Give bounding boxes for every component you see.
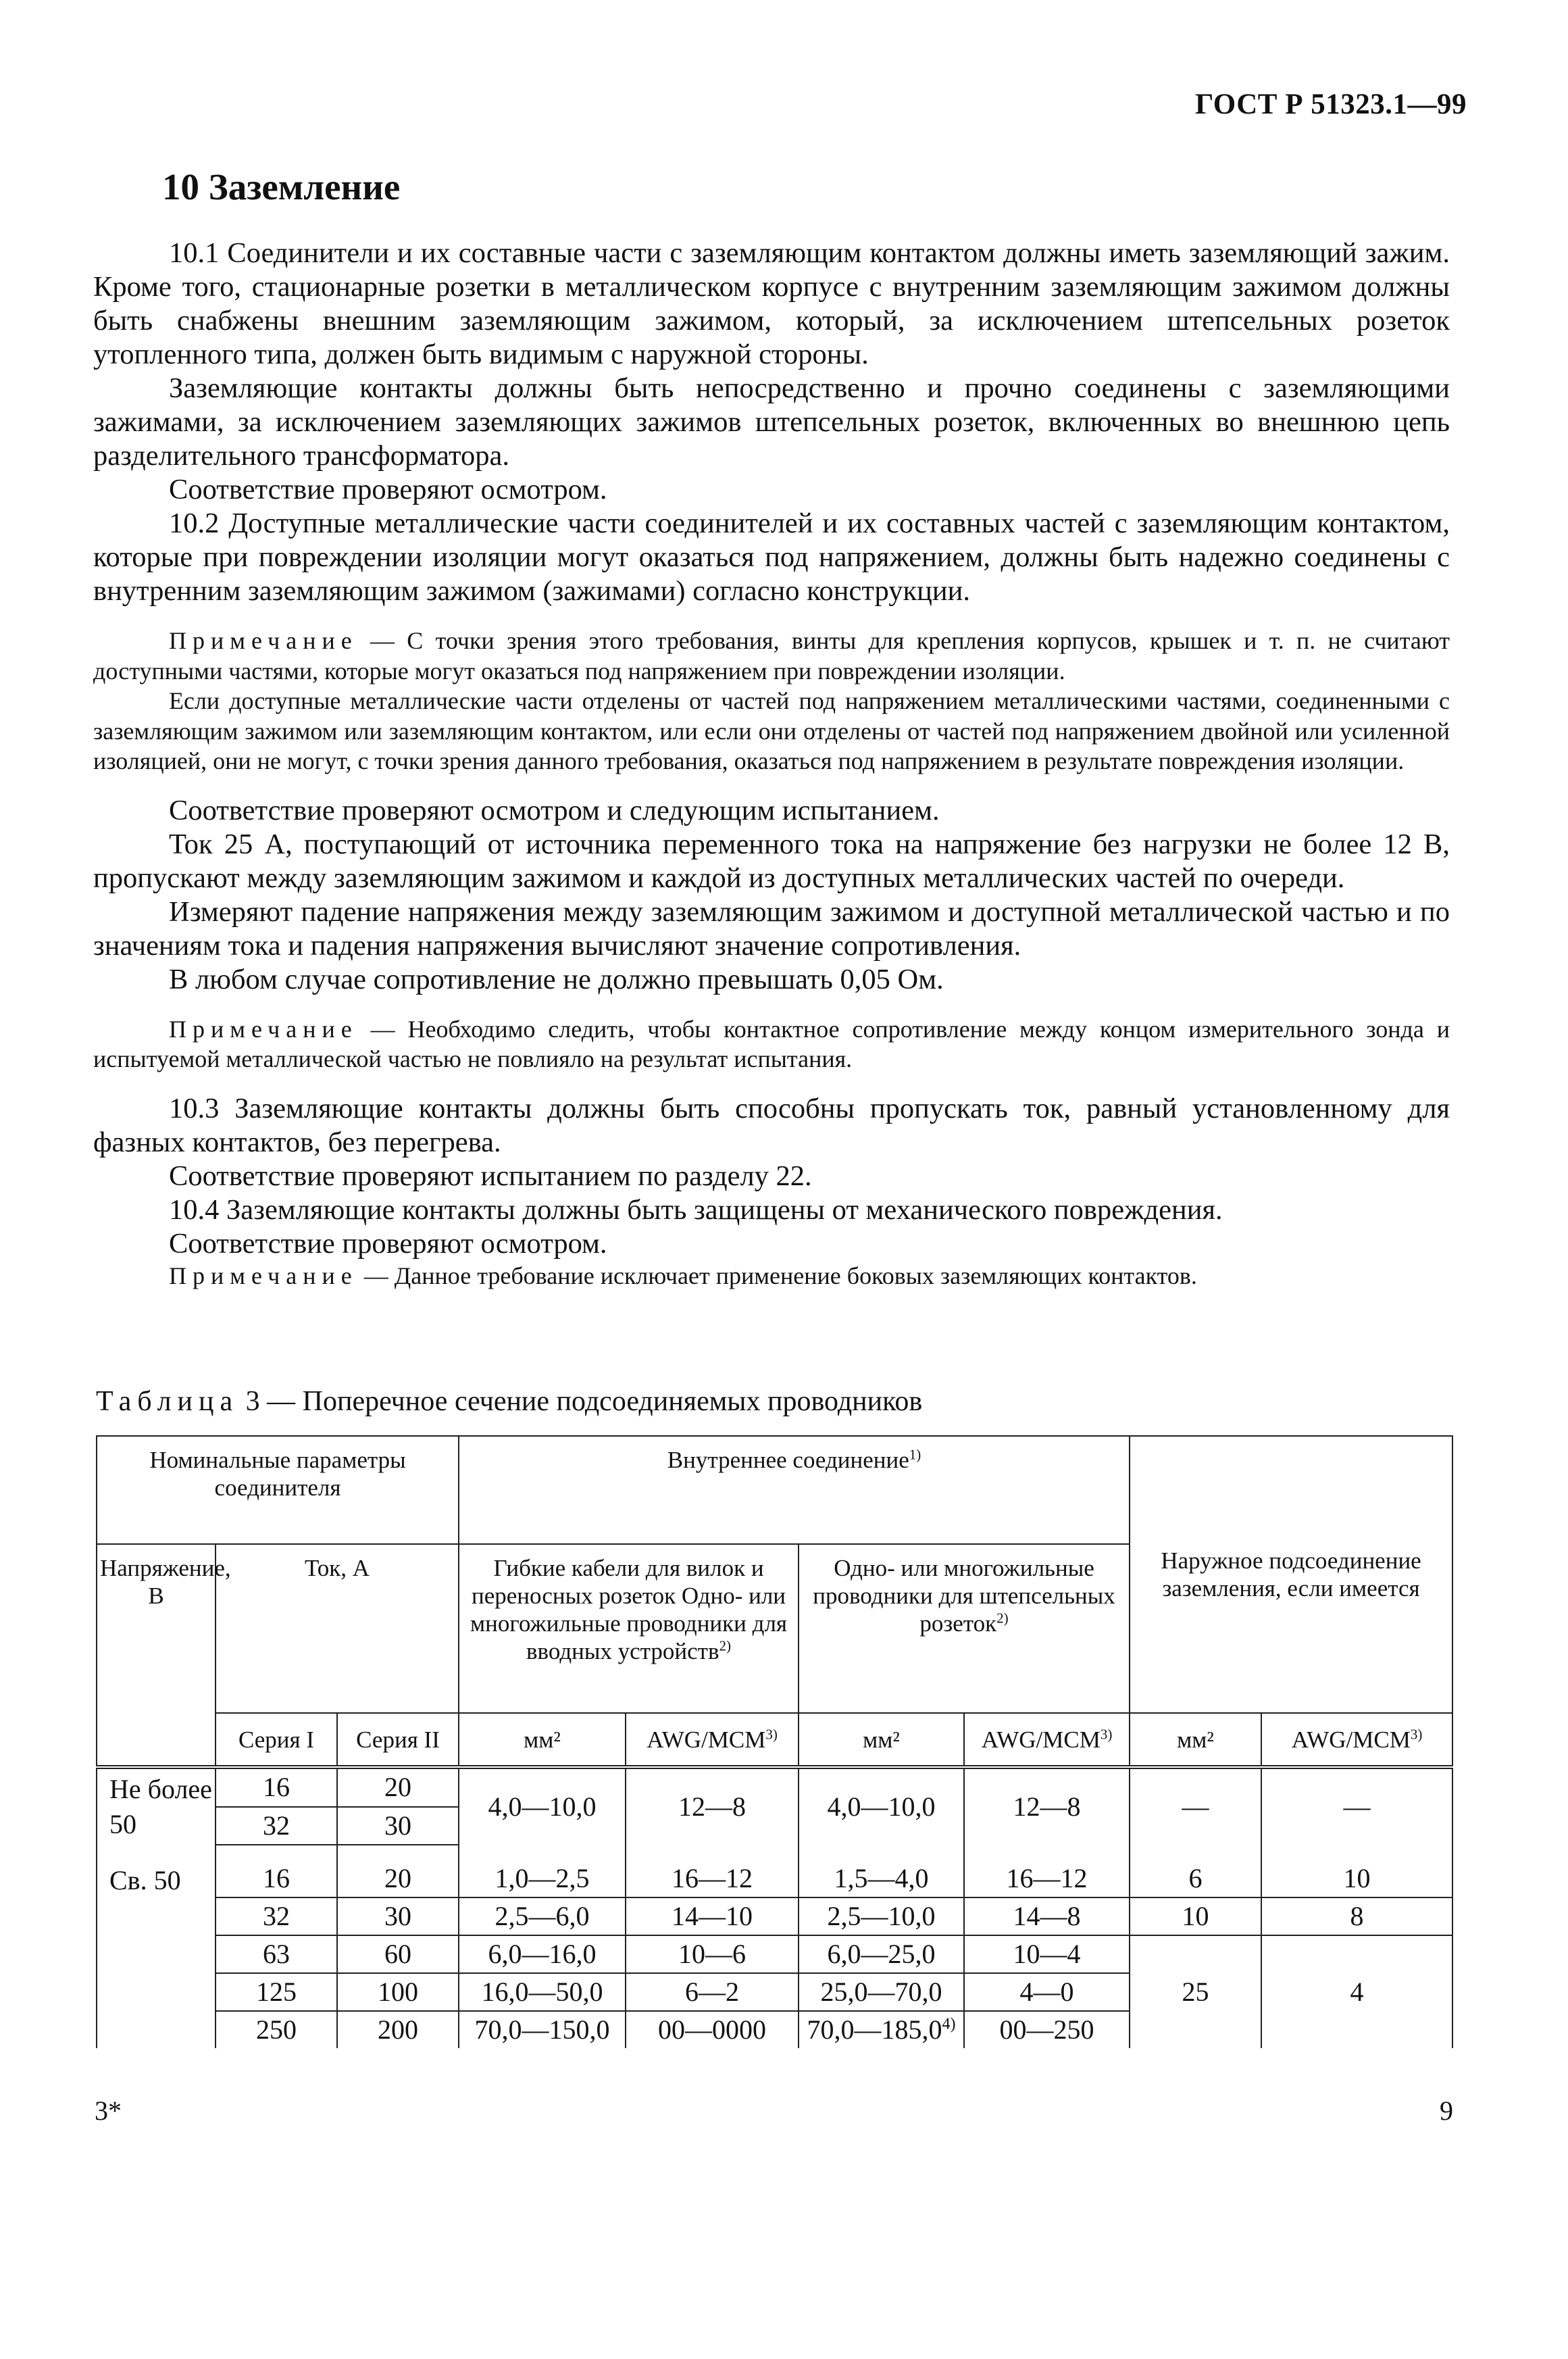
cell-solid-mm2: 6,0—25,0 bbox=[799, 1935, 964, 1973]
cell-solid-awg: 4—0 bbox=[964, 1973, 1130, 2011]
cell-series-1: 125 bbox=[216, 1973, 337, 2011]
cell-solid-awg: 14—8 bbox=[964, 1897, 1130, 1935]
cell-solid-awg: 00—250 bbox=[964, 2011, 1130, 2048]
paragraph: Соответствие проверяют осмотром. bbox=[169, 474, 607, 505]
cell-flex-mm2: 4,0—10,0 bbox=[459, 1767, 626, 1845]
cell-flex-awg: 16—12 bbox=[626, 1860, 799, 1897]
cell-series-2: 20 bbox=[337, 1860, 459, 1897]
cell-flex-awg: 14—10 bbox=[626, 1897, 799, 1935]
conductor-table bbox=[96, 1435, 1453, 2048]
footer-sheet-mark: 3* bbox=[95, 2095, 122, 2126]
table-row bbox=[97, 1767, 1452, 1807]
cell-series-2: 20 bbox=[337, 1767, 459, 1807]
footnote-ref: 2) bbox=[996, 1610, 1009, 1627]
cell-flex-mm2: 70,0—150,0 bbox=[459, 2011, 626, 2048]
cell-ext-mm2: — bbox=[1130, 1767, 1261, 1845]
note-label: Примечание bbox=[169, 1262, 358, 1289]
paragraph: Ток 25 А, поступающий от источника переменного тока на напряжение без нагрузки не более 12 В, пропускают между заземляющим зажимом и каждой из доступных металлических частей по очереди. bbox=[93, 828, 1450, 894]
cell-series-1: 32 bbox=[216, 1807, 337, 1845]
cell-voltage: Не более 50 bbox=[97, 1767, 216, 1845]
cell-flex-mm2: 16,0—50,0 bbox=[459, 1973, 626, 2011]
cell-flex-awg: 10—6 bbox=[626, 1935, 799, 1973]
paragraph: Соответствие проверяют осмотром и следующим испытанием. bbox=[169, 794, 940, 826]
cell-series-2: 30 bbox=[337, 1897, 459, 1935]
cell-voltage: Св. 50 bbox=[97, 1860, 216, 2048]
cell-ext-awg: 8 bbox=[1261, 1897, 1452, 1935]
table-row bbox=[97, 1860, 1452, 1897]
paragraph-10-2: 10.2 Доступные металлические части соединителей и их составных частей с заземляющим контактом, которые при повреждении изоляции могут оказаться под напряжением, должны быть надежно соединены с внутренним заземляющим зажимом (зажимами) согласно конструкции. bbox=[93, 507, 1450, 607]
header-external: Наружное подсоединение заземления, если имеется bbox=[1130, 1436, 1452, 1713]
cell-solid-mm2: 2,5—10,0 bbox=[799, 1897, 964, 1935]
cell-series-2: 60 bbox=[337, 1935, 459, 1973]
footnote-ref: 2) bbox=[719, 1637, 731, 1654]
cell-series-2: 30 bbox=[337, 1807, 459, 1845]
table-caption-text: 3 — Поперечное сечение подсоединяемых проводников bbox=[238, 1386, 923, 1417]
cell-solid-mm2-text: 70,0—185,0 bbox=[807, 2014, 942, 2045]
cell-series-1: 16 bbox=[216, 1767, 337, 1807]
header-solid bbox=[799, 1544, 1130, 1713]
table-row bbox=[97, 1897, 1452, 1935]
paragraph: Соответствие проверяют осмотром. bbox=[169, 1227, 607, 1260]
table-spacer bbox=[97, 1845, 1452, 1860]
header-solid-mm2: мм² bbox=[799, 1713, 964, 1767]
cell-flex-awg: 00—0000 bbox=[626, 2011, 799, 2048]
cell-solid-mm2: 4,0—10,0 bbox=[799, 1767, 964, 1845]
header-awg-text: AWG/MCM bbox=[647, 1726, 766, 1753]
table-caption-label: Таблица bbox=[96, 1386, 239, 1417]
paragraph-10-3: 10.3 Заземляющие контакты должны быть способны пропускать ток, равный установленному для фазных контактов, без перегрева. bbox=[93, 1092, 1450, 1158]
footnote-ref: 3) bbox=[765, 1725, 778, 1742]
paragraph: Заземляющие контакты должны быть непосредственно и прочно соединены с заземляющими зажимами, за исключением заземляющих зажимов штепсельных розеток, включенных во внешнюю цепь разделительного трансформатора. bbox=[93, 372, 1450, 472]
paragraph: Измеряют падение напряжения между заземляющим зажимом и доступной металлической частью и по значениям тока и падения напряжения вычисляют значение сопротивления. bbox=[93, 895, 1450, 962]
footnote-ref: 3) bbox=[1410, 1725, 1423, 1742]
cell-flex-awg: 6—2 bbox=[626, 1973, 799, 2011]
cell-ext-awg: 4 bbox=[1261, 1935, 1452, 2048]
header-flex-awg bbox=[626, 1713, 799, 1767]
header-flexible bbox=[459, 1544, 799, 1713]
note-continuation: Если доступные металлические части отделены от частей под напряжением металлическими частями, соединенными с заземляющим зажимом или заземляющим контактом, или если они отделены от частей под напряжением двойной или усиленной изоляцией, они не могут, с точки зрения данного требования, оказаться под напряжением в результате повреждения изоляции. bbox=[93, 687, 1450, 774]
note bbox=[93, 1014, 1450, 1074]
table-row bbox=[97, 1935, 1452, 1973]
header-flex-mm2: мм² bbox=[459, 1713, 626, 1767]
cell-solid-mm2 bbox=[799, 2011, 964, 2048]
note bbox=[93, 1261, 1450, 1291]
note-text: — С точки зрения этого требования, винты для крепления корпусов, крышек и т. п. не считают доступными частями, которые могут оказаться под напряжением при повреждении изоляции. bbox=[93, 627, 1450, 685]
header-internal bbox=[459, 1436, 1130, 1544]
paragraph: В любом случае сопротивление не должно превышать 0,05 Ом. bbox=[169, 963, 944, 995]
cell-ext-mm2: 6 bbox=[1130, 1860, 1261, 1897]
header-flexible-text: Гибкие кабели для вилок и переносных розеток Одно- или многожильные проводники для вводных устройств bbox=[470, 1555, 788, 1664]
section-title: 10 Заземление bbox=[162, 166, 401, 207]
cell-series-2: 200 bbox=[337, 2011, 459, 2048]
note-text: — Данное требование исключает применение боковых заземляющих контактов. bbox=[357, 1262, 1197, 1289]
header-solid-text: Одно- или многожильные проводники для штепсельных розеток bbox=[813, 1555, 1115, 1637]
header-voltage: Напряжение, В bbox=[97, 1544, 216, 1767]
paragraph: Соответствие проверяют испытанием по разделу 22. bbox=[169, 1160, 812, 1192]
header-awg-text: AWG/MCM bbox=[1291, 1726, 1411, 1753]
cell-ext-mm2: 25 bbox=[1130, 1935, 1261, 2048]
cell-flex-awg: 12—8 bbox=[626, 1767, 799, 1845]
paragraph-10-1: 10.1 Соединители и их составные части с заземляющим контактом должны иметь заземляющий зажим. Кроме того, стационарные розетки в металлическом корпусе с внутренним заземляющим зажимом должны быть снабжены внешним заземляющим зажимом, который, за исключением штепсельных розеток утопленного типа, должен быть видимым с наружной стороны. bbox=[93, 237, 1450, 370]
cell-series-1: 250 bbox=[216, 2011, 337, 2048]
footnote-ref: 1) bbox=[909, 1446, 921, 1463]
table-caption bbox=[96, 1385, 922, 1418]
header-series-1: Серия I bbox=[216, 1713, 337, 1767]
cell-series-2: 100 bbox=[337, 1973, 459, 2011]
header-solid-awg bbox=[964, 1713, 1130, 1767]
header-ext-mm2: мм² bbox=[1130, 1713, 1261, 1767]
cell-flex-mm2: 2,5—6,0 bbox=[459, 1897, 626, 1935]
page-number: 9 bbox=[1440, 2095, 1453, 2126]
note-label: Примечание bbox=[169, 1015, 358, 1043]
cell-solid-awg: 10—4 bbox=[964, 1935, 1130, 1973]
cell-solid-awg: 16—12 bbox=[964, 1860, 1130, 1897]
header-series-2: Серия II bbox=[337, 1713, 459, 1767]
cell-flex-mm2: 1,0—2,5 bbox=[459, 1860, 626, 1897]
footnote-ref: 4) bbox=[942, 2015, 956, 2033]
cell-series-1: 32 bbox=[216, 1897, 337, 1935]
cell-flex-mm2: 6,0—16,0 bbox=[459, 1935, 626, 1973]
note bbox=[93, 626, 1450, 686]
header-awg-text: AWG/MCM bbox=[981, 1726, 1101, 1753]
header-ext-awg bbox=[1261, 1713, 1452, 1767]
cell-series-1: 16 bbox=[216, 1860, 337, 1897]
cell-ext-awg: — bbox=[1261, 1767, 1452, 1845]
header-nominal: Номинальные параметры соединителя bbox=[97, 1436, 459, 1544]
footnote-ref: 3) bbox=[1100, 1725, 1113, 1742]
note-text: — Необходимо следить, чтобы контактное сопротивление между концом измерительного зонда и испытуемой металлической частью не повлияло на результат испытания. bbox=[93, 1015, 1450, 1072]
paragraph-10-4: 10.4 Заземляющие контакты должны быть защищены от механического повреждения. bbox=[169, 1193, 1223, 1226]
cell-solid-mm2: 1,5—4,0 bbox=[799, 1860, 964, 1897]
cell-solid-mm2: 25,0—70,0 bbox=[799, 1973, 964, 2011]
document-code: ГОСТ Р 51323.1—99 bbox=[1194, 89, 1467, 120]
cell-ext-mm2: 10 bbox=[1130, 1897, 1261, 1935]
cell-ext-awg: 10 bbox=[1261, 1860, 1452, 1897]
section-body bbox=[93, 237, 1450, 1291]
note-label: Примечание bbox=[169, 627, 358, 654]
cell-solid-awg: 12—8 bbox=[964, 1767, 1130, 1845]
header-current: Ток, А bbox=[216, 1544, 459, 1713]
cell-series-1: 63 bbox=[216, 1935, 337, 1973]
header-internal-text: Внутреннее соединение bbox=[667, 1447, 909, 1473]
